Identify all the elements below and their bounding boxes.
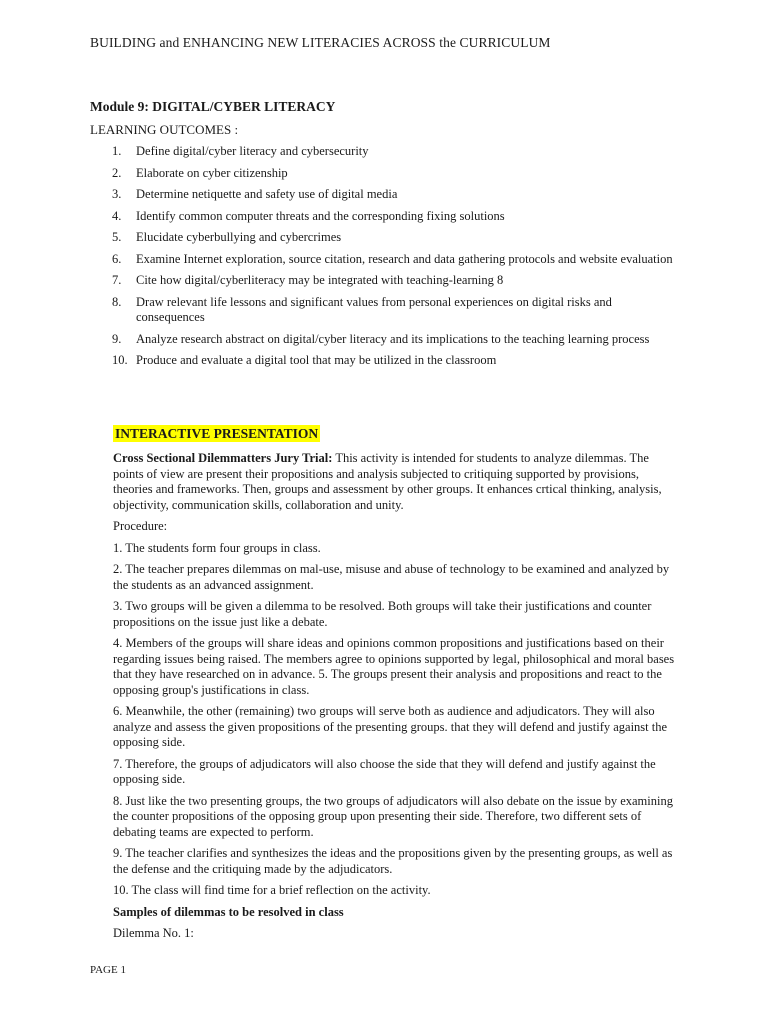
procedure-step: 6. Meanwhile, the other (remaining) two groups will serve both as audience and adjudicators. They will also analyze and assess the given propositions of the presenting groups. that they will defend and justify against the opposing side. — [113, 704, 668, 749]
procedure-step: 2. The teacher prepares dilemmas on mal-use, misuse and abuse of technology to be examined and analyzed by the students as an advanced assignment. — [113, 562, 670, 592]
learning-outcomes-list — [90, 144, 680, 375]
outcome-text: Produce and evaluate a digital tool that may be utilized in the classroom — [136, 353, 497, 367]
outcome-text: Elaborate on cyber citizenship — [136, 165, 288, 180]
outcome-item — [90, 332, 680, 348]
outcome-item — [90, 166, 680, 182]
outcome-item — [90, 273, 680, 289]
outcome-text: Cite how digital/cyberliteracy may be integrated with teaching-learning 8 — [136, 273, 504, 287]
outcome-number: 4. — [112, 208, 122, 223]
outcome-item — [90, 144, 680, 160]
module-title: Module 9: DIGITAL/CYBER LITERACY — [90, 99, 336, 114]
activity-title: Cross Sectional Dilemmatters Jury Trial: — [113, 451, 333, 465]
outcome-number: 8. — [112, 294, 122, 309]
outcome-text: Define digital/cyber literacy and cybersecurity — [136, 144, 369, 158]
outcome-text: Elucidate cyberbullying and cybercrimes — [136, 230, 342, 244]
procedure-step: 9. The teacher clarifies and synthesizes the ideas and the propositions given by the presenting groups, as well as the defense and the critiquing made by the adjudicators. — [113, 846, 673, 876]
procedure-step: 8. Just like the two presenting groups, the two groups of adjudicators will also debate on the issue by examining the counter propositions of the opposing group upon presenting their side. Therefore, two different sets of debating teams are expected to perform. — [113, 793, 673, 839]
outcome-number: 5. — [112, 230, 122, 244]
procedure-step: 4. Members of the groups will share ideas and opinions common propositions and justifications based on their regarding issues being raised. The members agree to opinions supported by legal, philosophical and moral bases that they have researched on in advance. 5. The groups present their analysis and propositions and react to the opposing group's justifications in class. — [113, 636, 675, 697]
outcome-item — [90, 209, 680, 225]
outcome-number: 1. — [112, 144, 122, 158]
outcome-text: Analyze research abstract on digital/cyber literacy and its implications to the teaching learning process — [136, 331, 650, 346]
outcome-number: 2. — [112, 165, 122, 180]
samples-heading: Samples of dilemmas to be resolved in class — [113, 904, 344, 919]
procedure-step: 3. Two groups will be given a dilemma to be resolved. Both groups will take their justifications and counter propositions on the issue just like a debate. — [113, 599, 652, 629]
procedure-step: 7. Therefore, the groups of adjudicators will also choose the side that they will defend and justify against the opposing side. — [113, 756, 656, 786]
outcome-item — [90, 230, 680, 246]
main-content — [113, 425, 679, 948]
outcome-item — [90, 353, 680, 369]
outcome-text: Examine Internet exploration, source citation, research and data gathering protocols and website evaluation — [136, 251, 673, 266]
outcome-item — [90, 252, 680, 268]
outcome-number: 10. — [112, 353, 128, 367]
section-title-highlighted: INTERACTIVE PRESENTATION — [115, 426, 319, 441]
outcome-number: 6. — [112, 251, 122, 266]
procedure-step: 1. The students form four groups in class. — [113, 540, 321, 555]
document-header: BUILDING and ENHANCING NEW LITERACIES ACROSS the CURRICULUM — [90, 35, 551, 50]
outcome-number: 9. — [112, 331, 122, 346]
activity-description: This activity is intended for students to analyze dilemmas. The points of view are present their propositions and analysis subjected to critiquing supported by provisions, theories and frameworks. Then, groups and assessment by other groups. It enhances crtical thinking, analysis, objectivity, communication skills, collaboration and unity. — [113, 451, 662, 512]
outcome-item — [90, 295, 680, 326]
activity-paragraph — [113, 451, 679, 513]
procedure-step: 10. The class will find time for a brief reflection on the activity. — [113, 883, 431, 897]
outcome-number: 7. — [112, 273, 122, 287]
outcome-text: Identify common computer threats and the corresponding fixing solutions — [136, 208, 505, 223]
outcome-item — [90, 187, 680, 203]
learning-outcomes-label: LEARNING OUTCOMES : — [90, 122, 239, 137]
outcome-text: Determine netiquette and safety use of digital media — [136, 187, 398, 201]
outcome-text: Draw relevant life lessons and significant values from personal experiences on digital risks and consequences — [136, 294, 612, 324]
procedure-label: Procedure: — [113, 519, 168, 533]
dilemma-label: Dilemma No. 1: — [113, 926, 194, 940]
page-number: PAGE 1 — [90, 964, 126, 976]
outcome-number: 3. — [112, 187, 122, 201]
